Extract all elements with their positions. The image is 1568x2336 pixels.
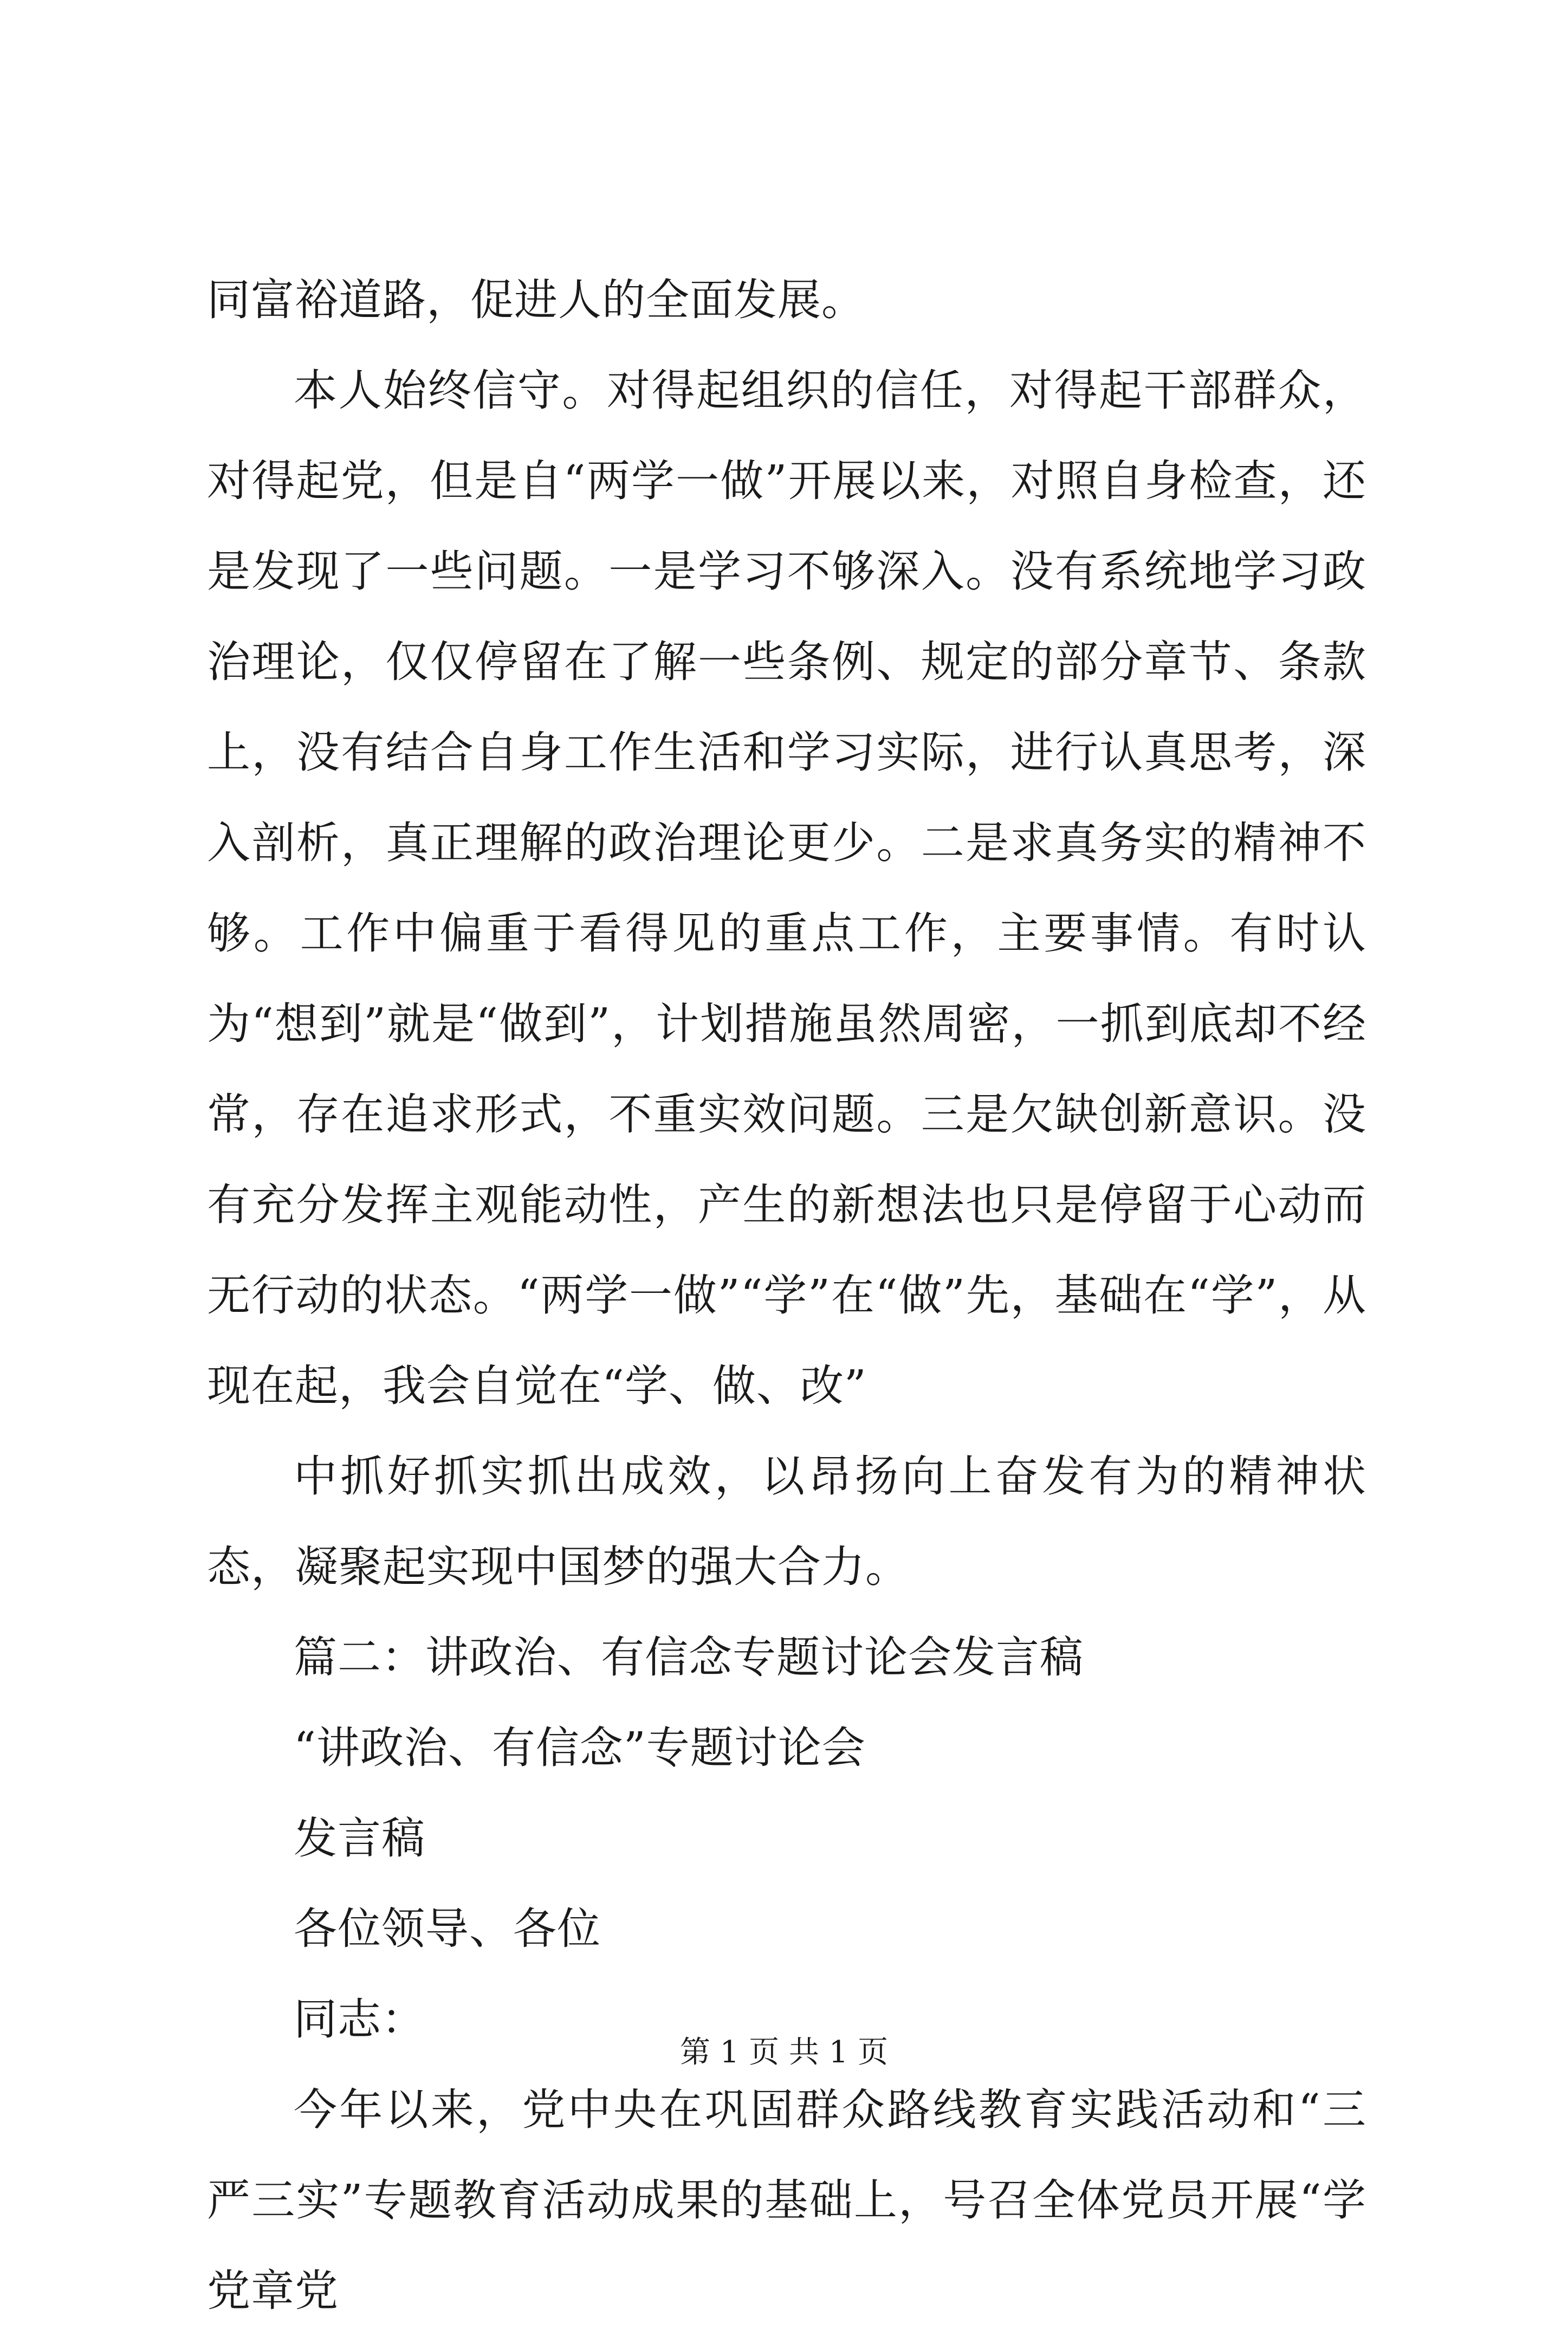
section-heading: 篇二：讲政治、有信念专题讨论会发言稿	[294, 1632, 1084, 1683]
paragraph-body-start: 今年以来，党中央在巩固群众路线教育实践活动和“三严三实”专题教育活动成果的基础上，号召全体党员开展“学党章党	[207, 2085, 1366, 2316]
salutation-line-2: 同志：	[294, 1994, 425, 2044]
speech-title: “讲政治、有信念”专题讨论会	[294, 1723, 866, 1773]
document-body	[207, 255, 1366, 2336]
paragraph-1: 同富裕道路，促进人的全面发展。	[207, 275, 865, 325]
speech-subtitle: 发言稿	[294, 1813, 425, 1863]
salutation-line-1: 各位领导、各位	[294, 1904, 601, 1954]
paragraph-3: 中抓好抓实抓出成效，以昂扬向上奋发有为的精神状态，凝聚起实现中国梦的强大合力。	[207, 1451, 1366, 1592]
paragraph-2: 本人始终信守。对得起组织的信任，对得起干部群众，对得起党，但是自“两学一做”开展以来，对照自身检查，还是发现了一些问题。一是学习不够深入。没有系统地学习政治理论，仅仅停留在了解一些条例、规定的部分章节、条款上，没有结合自身工作生活和学习实际，进行认真思考，深入剖析，真正理解的政治理论更少。二是求真务实的精神不够。工作中偏重于看得见的重点工作，主要事情。有时认为“想到”就是“做到”，计划措施虽然周密，一抓到底却不经常，存在追求形式，不重实效问题。三是欠缺创新意识。没有充分发挥主观能动性，产生的新想法也只是停留于心动而无行动的状态。“两学一做”“学”在“做”先，基础在“学”，从现在起，我会自觉在“学、做、改”	[207, 365, 1366, 1411]
page-footer: 第 1 页 共 1 页	[679, 2035, 889, 2070]
